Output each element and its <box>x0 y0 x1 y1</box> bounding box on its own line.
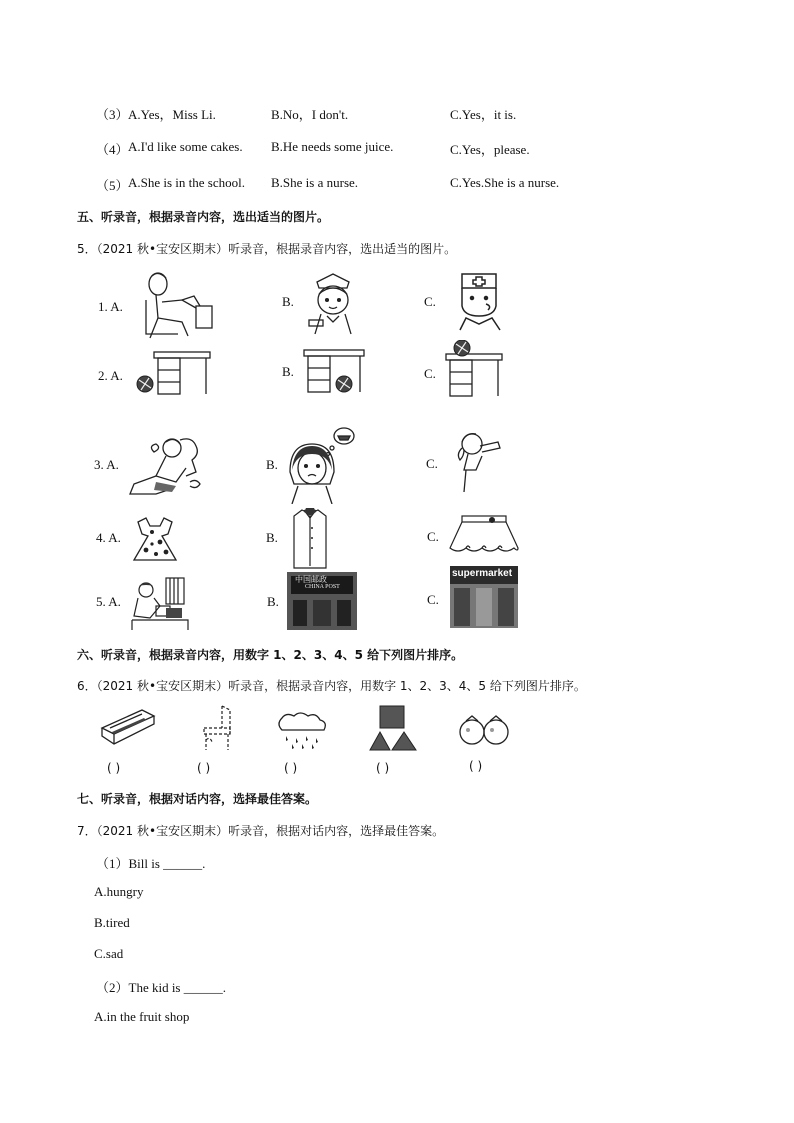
option-5c: C.Yes.She is a nurse. <box>450 175 560 190</box>
option-4a: A.I'd like some cakes. <box>128 139 243 154</box>
row4-label-a: 4. A. <box>96 530 121 545</box>
question-6-prompt: 6．（2021 秋•宝安区期末）听录音，根据录音内容，用数字 1、2、3、4、5 给下列图片排序。 <box>77 679 586 693</box>
supermarket-sign: supermarket <box>452 568 513 579</box>
order-blank-5[interactable]: ( ) <box>469 759 483 773</box>
option-row-3-num: （3） <box>96 107 129 122</box>
option-7-1-b: B.tired <box>94 915 130 930</box>
row5-label-b: B. <box>267 594 279 609</box>
girl-drinking-picture <box>452 430 518 494</box>
option-5a: A.She is in the school. <box>128 175 245 190</box>
row2-label-c: C. <box>424 366 436 381</box>
option-3b: B.No，I don't. <box>271 107 349 122</box>
row3-label-c: C. <box>426 456 438 471</box>
option-7-1-a: A.hungry <box>94 884 144 899</box>
question-5-prompt: 5．（2021 秋•宝安区期末）听录音，根据录音内容，选出适当的图片。 <box>77 242 457 256</box>
section-5-heading: 五、听录音，根据录音内容，选出适当的图片。 <box>77 210 330 224</box>
skirt-picture <box>448 514 520 556</box>
question-7-2: （2）The kid is ______. <box>96 980 226 995</box>
option-7-1-c: C.sad <box>94 946 124 961</box>
section-7-heading: 七、听录音，根据对话内容，选择最佳答案。 <box>77 792 318 806</box>
option-5b: B.She is a nurse. <box>271 175 359 190</box>
option-4c: C.Yes，please. <box>450 142 530 157</box>
row4-label-c: C. <box>427 529 439 544</box>
order-blank-4[interactable]: ( ) <box>376 761 390 775</box>
tired-boy-picture <box>126 432 206 500</box>
chair-picture <box>196 704 240 754</box>
option-3a: A.Yes，Miss Li. <box>128 107 216 122</box>
woman-sitting-picture <box>138 270 218 342</box>
row1-label-c: C. <box>424 294 436 309</box>
row1-label-a: 1. A. <box>98 299 123 314</box>
girl-thinking-cake-picture <box>288 424 364 504</box>
question-7-prompt: 7．（2021 秋•宝安区期末）听录音，根据对话内容，选择最佳答案。 <box>77 824 445 838</box>
doctor-picture <box>450 272 510 332</box>
option-3c: C.Yes，it is. <box>450 107 517 122</box>
desk-ball-left-picture <box>136 350 214 398</box>
option-row-4-num: （4） <box>96 142 129 157</box>
post-office-picture <box>287 572 357 630</box>
row4-label-b: B. <box>266 530 278 545</box>
desk-ball-under-picture <box>302 348 366 396</box>
option-row-5-num: （5） <box>96 178 129 193</box>
polka-dot-dress-picture <box>132 516 178 564</box>
row5-label-c: C. <box>427 592 439 607</box>
row3-label-b: B. <box>266 457 278 472</box>
post-office-sign-cn: 中国邮政 <box>295 575 327 584</box>
row3-label-a: 3. A. <box>94 457 119 472</box>
order-blank-1[interactable]: ( ) <box>107 761 121 775</box>
option-7-2-a: A.in the fruit shop <box>94 1009 190 1024</box>
rain-cloud-picture <box>274 710 332 750</box>
pencil-box-picture <box>98 706 158 750</box>
tomatoes-picture <box>456 712 514 746</box>
nurse-picture <box>307 272 359 336</box>
row2-label-b: B. <box>282 364 294 379</box>
shirt-picture <box>290 506 330 570</box>
order-blank-3[interactable]: ( ) <box>284 761 298 775</box>
post-office-sign-en: CHINA POST <box>305 584 340 590</box>
row5-label-a: 5. A. <box>96 594 121 609</box>
square-triangles-picture <box>368 704 418 754</box>
order-blank-2[interactable]: ( ) <box>197 761 211 775</box>
desk-ball-on-top-picture <box>444 340 504 398</box>
question-7-1: （1）Bill is ______. <box>96 856 206 871</box>
row2-label-a: 2. A. <box>98 368 123 383</box>
option-4b: B.He needs some juice. <box>271 139 394 154</box>
row1-label-b: B. <box>282 294 294 309</box>
office-worker-picture <box>130 576 190 632</box>
section-6-heading: 六、听录音，根据录音内容，用数字 1、2、3、4、5 给下列图片排序。 <box>77 648 464 662</box>
supermarket-picture <box>450 566 518 628</box>
